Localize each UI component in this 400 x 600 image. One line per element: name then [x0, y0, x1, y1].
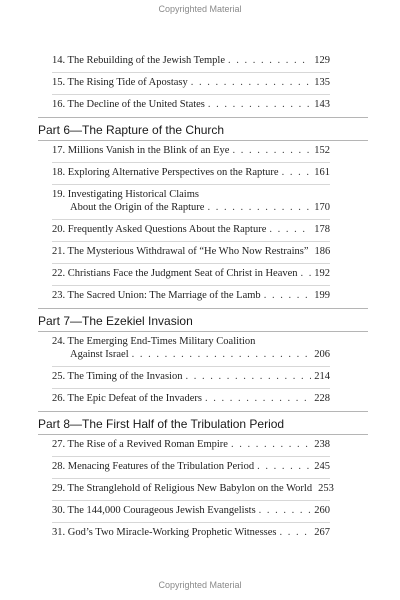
toc-entry[interactable] [52, 267, 330, 280]
toc-entry[interactable] [52, 245, 330, 258]
entry-title: 31. God’s Two Miracle-Working Prophetic Witnesses [52, 527, 277, 538]
entry-title: 28. Menacing Features of the Tribulation Period [52, 461, 255, 472]
part-divider [38, 117, 368, 118]
entry-divider [52, 219, 330, 220]
entry-divider [52, 388, 330, 389]
toc-entry[interactable] [52, 166, 330, 179]
toc-entry[interactable] [52, 460, 330, 473]
entry-page-number: 161 [314, 167, 330, 178]
entry-page-number: 206 [314, 349, 330, 360]
entry-page-number: 260 [314, 505, 330, 516]
entry-divider [52, 241, 330, 242]
entry-title: 14. The Rebuilding of the Jewish Temple [52, 55, 225, 66]
dot-leader [208, 98, 311, 111]
part-divider [38, 434, 368, 435]
dot-leader [207, 201, 311, 214]
entry-page-number: 192 [314, 268, 330, 279]
entry-page-number: 199 [314, 290, 330, 301]
entry-page-number: 238 [314, 439, 330, 450]
entry-page-number: 129 [314, 55, 330, 66]
entry-divider [52, 72, 330, 73]
entry-title: 20. Frequently Asked Questions About the Rapture [52, 224, 267, 235]
entry-title: 25. The Timing of the Invasion [52, 371, 183, 382]
dot-leader [205, 392, 311, 405]
entry-title: 29. The Stranglehold of Religious New Babylon on the World [52, 483, 313, 494]
toc-entry[interactable] [52, 504, 330, 517]
toc-entry[interactable] [52, 98, 330, 111]
dot-leader [228, 54, 311, 67]
entry-page-number: 143 [314, 99, 330, 110]
entry-divider [52, 478, 330, 479]
entry-page-number: 214 [314, 371, 330, 382]
dot-leader [191, 76, 312, 89]
dot-leader [259, 504, 312, 517]
entry-divider [52, 184, 330, 185]
entry-title: 30. The 144,000 Courageous Jewish Evangelists [52, 505, 256, 516]
entry-title: 27. The Rise of a Revived Roman Empire [52, 439, 228, 450]
entry-page-number: 245 [314, 461, 330, 472]
dot-leader [301, 267, 312, 280]
toc-entry[interactable] [52, 526, 330, 539]
toc-entry[interactable] [52, 482, 334, 495]
entry-divider [52, 522, 330, 523]
toc-entry[interactable] [52, 370, 330, 383]
toc-entry[interactable] [52, 223, 330, 236]
entry-page-number: 135 [314, 77, 330, 88]
toc-entry[interactable] [52, 335, 330, 361]
dot-leader [132, 348, 312, 361]
dot-leader [185, 370, 311, 383]
toc-entry[interactable] [52, 144, 330, 157]
entry-divider [52, 456, 330, 457]
entry-divider [52, 366, 330, 367]
entry-divider [52, 162, 330, 163]
dot-leader [232, 144, 311, 157]
part-divider [38, 411, 368, 412]
entry-title-continued: About the Origin of the Rapture [70, 202, 205, 213]
dot-leader [282, 166, 312, 179]
entry-title: 16. The Decline of the United States [52, 99, 205, 110]
toc-entry[interactable] [52, 289, 330, 302]
entry-page-number: 170 [314, 202, 330, 213]
entry-divider [52, 285, 330, 286]
entry-title: 22. Christians Face the Judgment Seat of Christ in Heaven [52, 268, 298, 279]
copyright-notice-bottom: Copyrighted Material [158, 580, 242, 590]
toc-entry[interactable] [52, 438, 330, 451]
entry-divider [52, 500, 330, 501]
entry-divider [52, 94, 330, 95]
dot-leader [231, 438, 311, 451]
entry-title: 23. The Sacred Union: The Marriage of the Lamb [52, 290, 261, 301]
dot-leader [264, 289, 312, 302]
copyright-notice-top: Copyrighted Material [158, 4, 242, 14]
entry-page-number: 186 [314, 246, 331, 257]
entry-page-number: 228 [314, 393, 330, 404]
toc-entry[interactable] [52, 76, 330, 89]
entry-page-number: 178 [314, 224, 330, 235]
entry-title: 18. Exploring Alternative Perspectives on the Rapture [52, 167, 279, 178]
dot-leader [269, 223, 311, 236]
entry-title: 21. The Mysterious Withdrawal of “He Who Now Restrains” [52, 246, 309, 257]
part-heading: Part 7—The Ezekiel Invasion [38, 314, 193, 328]
part-divider [38, 308, 368, 309]
entry-title: 24. The Emerging End-Times Military Coalition [52, 336, 256, 347]
entry-title-continued: Against Israel [70, 349, 129, 360]
entry-page-number: 253 [318, 483, 334, 494]
entry-divider [52, 263, 330, 264]
entry-title: 15. The Rising Tide of Apostasy [52, 77, 188, 88]
part-heading: Part 6—The Rapture of the Church [38, 123, 225, 137]
toc-entry[interactable] [52, 392, 330, 405]
toc-entry[interactable] [52, 188, 330, 214]
part-heading: Part 8—The First Half of the Tribulation Period [38, 417, 285, 431]
toc-entry[interactable] [52, 54, 330, 67]
dot-leader [257, 460, 311, 473]
entry-page-number: 152 [314, 145, 330, 156]
entry-title: 19. Investigating Historical Claims [52, 189, 199, 200]
entry-title: 26. The Epic Defeat of the Invaders [52, 393, 202, 404]
part-divider [38, 331, 368, 332]
dot-leader [280, 526, 312, 539]
entry-title: 17. Millions Vanish in the Blink of an Eye [52, 145, 230, 156]
part-divider [38, 140, 368, 141]
entry-page-number: 267 [314, 527, 330, 538]
